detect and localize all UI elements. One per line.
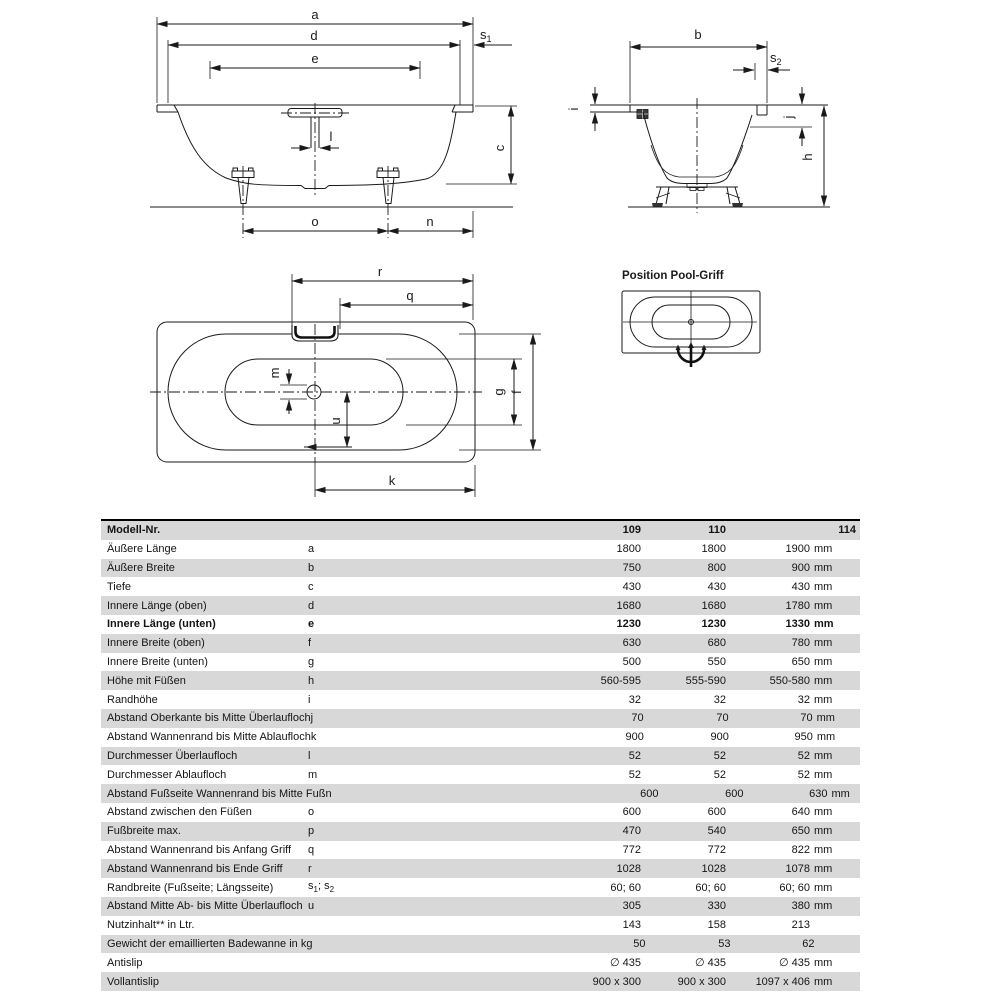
value-114: 32 [797,693,810,706]
grip-position-diagram [622,270,760,367]
row-label: Vollantislip [107,975,159,988]
row-label: Abstand Wannenrand bis Anfang Griff [107,843,292,856]
value-114: 1780 [785,599,810,612]
row-label: Tiefe [107,580,132,593]
value-110: 550 [707,655,726,668]
value-109: 430 [622,580,641,593]
value-114: 650 [791,825,810,838]
table-row [101,841,860,860]
value-114: 70 [800,712,813,725]
value-114: 380 [791,900,810,913]
dim-letter: a [308,543,315,556]
dim-letter: p [308,825,315,838]
row-label: Durchmesser Ablaufloch [107,768,227,781]
table-row [101,897,860,916]
row-label: Abstand Mitte Ab- bis Mitte Überlaufloch [107,900,303,913]
unit-label: mm [814,975,833,988]
dim-letter: b [308,561,315,574]
table-row [101,540,860,559]
dim-label-b: b [694,27,702,42]
value-109: 1800 [616,543,641,556]
table-header-row [101,521,860,540]
value-110: 1800 [701,543,726,556]
value-110: 555-590 [685,674,726,687]
value-109: 600 [622,806,641,819]
dim-label-n: n [426,214,434,229]
table-row [101,822,860,841]
value-109: 70 [631,712,644,725]
unit-label: mm [814,693,833,706]
dim-label-m: m [267,367,282,379]
dim-label-r: r [377,264,383,279]
value-109: 143 [622,919,641,932]
dim-label-u: u [328,417,343,425]
value-109: 50 [633,937,646,950]
value-110: 70 [716,712,729,725]
value-114: 640 [791,806,810,819]
unit-label: mm [814,599,833,612]
value-109: 772 [622,843,641,856]
model-header-110: 110 [708,524,726,537]
dim-label-l: l [329,129,333,144]
table-row [101,972,860,991]
value-110: 772 [707,843,726,856]
row-label: Äußere Breite [107,561,175,574]
value-110: 800 [707,561,726,574]
dim-label-d: d [310,28,318,43]
value-110: 540 [707,825,726,838]
value-114: 1330 [785,618,810,631]
value-110: 52 [713,749,726,762]
dim-letter: k [310,731,317,744]
value-114: 430 [791,580,810,593]
dim-letter: i [308,693,311,706]
table-row [101,596,860,615]
row-label: Randhöhe [107,693,158,706]
unit-label: mm [814,749,833,762]
value-109: 32 [628,693,641,706]
unit-label: mm [814,674,833,687]
value-110: 1680 [701,599,726,612]
value-109: 630 [622,637,641,650]
dim-letter: f [308,637,312,650]
dim-label-e: e [311,51,319,66]
table-row [101,784,860,803]
row-label: Innere Breite (oben) [107,637,205,650]
table-row [101,859,860,878]
dim-letter: n [325,787,332,800]
value-114: 900 [791,561,810,574]
dim-label-j: j [781,115,796,119]
value-114: 52 [797,768,810,781]
unit-label: mm [814,655,833,668]
dim-letter: r [308,862,312,875]
table-row [101,634,860,653]
value-110: 60; 60 [695,881,726,894]
dim-label-a: a [311,7,319,22]
dim-label-s2: $s_2$ [770,50,782,67]
value-114: 822 [791,843,810,856]
value-109: 52 [628,768,641,781]
value-110: 1230 [701,618,726,631]
value-109: 60; 60 [610,881,641,894]
table-row [101,615,860,634]
value-109: 500 [622,655,641,668]
table-row [101,728,860,747]
row-label: Höhe mit Füßen [107,674,186,687]
table-row [101,953,860,972]
value-110: 32 [713,693,726,706]
value-110: 600 [707,806,726,819]
unit-label: mm [831,787,850,800]
dim-label-k: k [388,473,396,488]
row-label: Abstand zwischen den Füßen [107,806,252,819]
unit-label: mm [814,543,833,556]
row-label: Durchmesser Überlaufloch [107,749,238,762]
row-label: Innere Breite (unten) [107,655,208,668]
table-row [101,671,860,690]
value-114: 62 [802,937,815,950]
table-row [101,747,860,766]
dim-letter: l [308,749,311,762]
unit-label: mm [816,731,836,744]
value-109: 750 [622,561,641,574]
dim-letter: o [308,806,315,819]
spec-table-rows [101,540,860,991]
row-label: Äußere Länge [107,543,177,556]
dim-letter: $s_1$; $s_2$ [308,880,335,895]
model-header-114: 114 [838,524,856,537]
dim-label-h: h [800,153,815,161]
row-label: Abstand Wannenrand bis Mitte Ablaufloch [107,731,311,744]
table-row [101,653,860,672]
value-110: 430 [707,580,726,593]
unit-label: mm [814,862,833,875]
row-label: Fußbreite max. [107,825,181,838]
dim-letter: g [308,655,315,668]
dim-letter: c [308,580,314,593]
value-109: 1230 [616,618,641,631]
dim-label-o: o [311,214,319,229]
dim-letter: m [308,768,318,781]
unit-label: mm [814,900,833,913]
value-114: 780 [791,637,810,650]
unit-label: mm [816,712,835,725]
grip-view-title: Position Pool-Griff [622,270,724,282]
dim-label-f: f [509,390,524,394]
unit-label: mm [814,881,833,894]
dim-label-q: q [406,288,414,303]
table-row [101,878,860,897]
value-109: 900 [625,731,644,744]
table-row [101,916,860,935]
row-label: Innere Länge (oben) [107,599,207,612]
unit-label: mm [814,637,833,650]
value-114: 60; 60 [779,881,810,894]
table-row [101,765,860,784]
row-label: Gewicht der emaillierten Badewanne in kg [107,937,313,950]
value-114: 52 [797,749,810,762]
value-114: 630 [809,787,828,800]
value-114: 950 [794,731,813,744]
dim-letter: h [308,674,315,687]
value-110: 158 [707,919,726,932]
dim-letter: u [308,900,315,913]
table-header-label: Modell-Nr. [107,524,161,537]
table-row [101,690,860,709]
row-label: Nutzinhalt** in Ltr. [107,919,195,932]
value-109: 52 [628,749,641,762]
unit-label: mm [814,580,833,593]
value-110: 600 [725,787,744,800]
value-110: ∅ 435 [695,957,726,970]
unit-label: mm [814,618,834,631]
end-view-diagram [566,27,830,213]
value-114: 550-580 [769,674,810,687]
table-row [101,803,860,822]
plan-view-diagram [150,264,541,497]
table-row [101,559,860,578]
table-row [101,577,860,596]
row-label: Abstand Oberkante bis Mitte Überlaufloch [107,712,311,725]
spec-table [101,519,860,991]
value-114: 1097 x 406 [755,975,810,988]
value-114: 1078 [785,862,810,875]
dim-label-c: c [492,144,507,152]
dim-letter: e [308,618,315,631]
value-109: 560-595 [600,674,641,687]
row-label: Randbreite (Fußseite; Längsseite) [107,881,274,894]
value-110: 900 [710,731,729,744]
value-109: 1028 [616,862,641,875]
model-header-109: 109 [622,524,641,537]
value-109: 1680 [616,599,641,612]
unit-label: mm [814,561,833,574]
value-110: 53 [718,937,731,950]
value-114: 650 [791,655,810,668]
dim-label-g: g [491,388,506,396]
unit-label: mm [814,806,833,819]
row-label: Innere Länge (unten) [107,618,216,631]
value-109: 600 [640,787,659,800]
dim-letter: j [310,712,314,725]
value-110: 52 [713,768,726,781]
value-114: 213 [791,919,810,932]
table-row [101,935,860,954]
row-label: Abstand Fußseite Wannenrand bis Mitte Fuß [107,787,326,800]
value-110: 330 [707,900,726,913]
dim-label-s1: $s_1$ [480,27,492,44]
value-109: 900 x 300 [592,975,641,988]
unit-label: mm [814,956,833,969]
dim-label-i: i [566,107,581,111]
value-110: 1028 [701,862,726,875]
value-110: 680 [707,637,726,650]
value-114: ∅ 435 [779,957,810,970]
dim-letter: d [308,599,315,612]
side-view-diagram [150,7,517,238]
value-110: 900 x 300 [677,975,726,988]
unit-label: mm [814,843,833,856]
row-label: Antislip [107,956,143,969]
unit-label: mm [814,768,833,781]
value-109: 305 [622,900,641,913]
dim-letter: q [308,843,315,856]
row-label: Abstand Wannenrand bis Ende Griff [107,862,283,875]
unit-label: mm [814,825,833,838]
value-109: 470 [622,825,641,838]
table-row [101,709,860,728]
value-114: 1900 [785,543,810,556]
value-109: ∅ 435 [610,957,641,970]
